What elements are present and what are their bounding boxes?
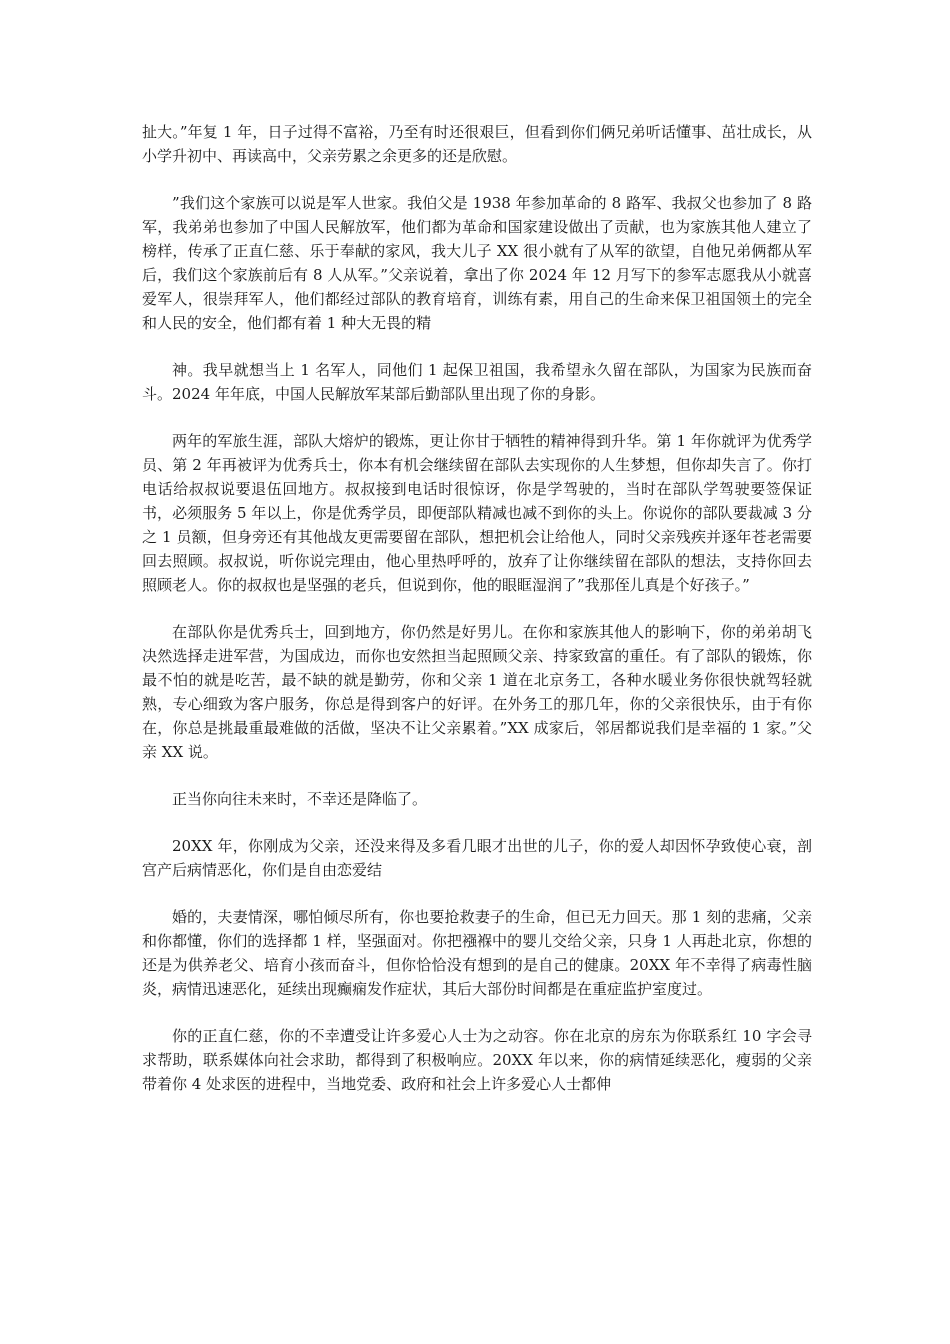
paragraph-6: 正当你向往未来时，不幸还是降临了。 <box>172 790 428 808</box>
paragraph-5: 在部队你是优秀兵士，回到地方，你仍然是好男儿。在你和家族其他人的影响下，你的弟弟胡飞决然选择走进军营，为国成边，而你也安然担当起照顾父亲、持家致富的重任。有了部队的锻炼，你最不怕的就是吃苦，最不缺的就是勤劳，你和父亲 1 道在北京务工，各种水暖业务你很快就驾轻就熟，专心细致为客户服务，你总是得到客户的好评。在外务工的那几年，你的父亲很快乐，由于有你在，你总是挑最重最难做的活做，坚决不让父亲累着。”XX 成家后，邻居都说我们是幸福的 1 家。”父亲 XX 说。 <box>142 623 812 761</box>
document-body <box>142 120 812 1119</box>
paragraph-8: 婚的，夫妻情深，哪怕倾尽所有，你也要抢救妻子的生命，但已无力回天。那 1 刻的悲痛，父亲和你都懂，你们的选择都 1 样，坚强面对。你把襁褓中的婴儿交给父亲，只身 1 人再赴北京，你想的还是为供养老父、培育小孩而奋斗，但你恰恰没有想到的是自己的健康。20XX 年不幸得了病毒性脑炎，病情迅速恶化，延续出现癫痫发作症状，其后大部份时间都是在重症监护室度过。 <box>142 908 812 998</box>
paragraph-2: ”我们这个家族可以说是军人世家。我伯父是 1938 年参加革命的 8 路军、我叔父也参加了 8 路军，我弟弟也参加了中国人民解放军，他们都为革命和国家建设做出了贡献，也为家族其他人建立了榜样，传承了正直仁慈、乐于奉献的家风，我大儿子 XX 很小就有了从军的欲望，自他兄弟俩都从军后，我们这个家族前后有 8 人从军。”父亲说着，拿出了你 2024 年 12 月写下的参军志愿我从小就喜爱军人，很崇拜军人，他们都经过部队的教育培育，训练有素，用自己的生命来保卫祖国领土的完全和人民的安全，他们都有着 1 种大无畏的精 <box>142 194 812 332</box>
paragraph-7: 20XX 年，你刚成为父亲，还没来得及多看几眼才出世的儿子，你的爱人却因怀孕致使心衰，剖宫产后病情恶化，你们是自由恋爱结 <box>142 837 812 879</box>
paragraph-3: 神。我早就想当上 1 名军人，同他们 1 起保卫祖国，我希望永久留在部队，为国家为民族而奋斗。2024 年年底，中国人民解放军某部后勤部队里出现了你的身影。 <box>142 361 812 403</box>
paragraph-9: 你的正直仁慈，你的不幸遭受让许多爱心人士为之动容。你在北京的房东为你联系红 10 字会寻求帮助，联系媒体向社会求助，都得到了积极响应。20XX 年以来，你的病情延续恶化，瘦弱的父亲带着你 4 处求医的进程中，当地党委、政府和社会上许多爱心人士都伸 <box>142 1027 812 1093</box>
paragraph-1: 扯大。”年复 1 年，日子过得不富裕，乃至有时还很艰巨，但看到你们俩兄弟听话懂事、茁壮成长，从小学升初中、再读高中，父亲劳累之余更多的还是欣慰。 <box>142 123 812 165</box>
paragraph-4: 两年的军旅生涯，部队大熔炉的锻炼，更让你甘于牺牲的精神得到升华。第 1 年你就评为优秀学员、第 2 年再被评为优秀兵士，你本有机会继续留在部队去实现你的人生梦想，但你却失言了。你打电话给叔叔说要退伍回地方。叔叔接到电话时很惊讶，你是学驾驶的，当时在部队学驾驶要签保证书，必须服务 5 年以上，你是优秀学员，即便部队精减也减不到你的头上。你说你的部队要裁减 3 分之 1 员额，但身旁还有其他战友更需要留在部队，想把机会让给他人，同时父亲残疾并逐年苍老需要回去照顾。叔叔说，听你说完理由，他心里热呼呼的，放弃了让你继续留在部队的想法，支持你回去照顾老人。你的叔叔也是坚强的老兵，但说到你，他的眼眶湿润了”我那侄儿真是个好孩子。” <box>142 432 812 594</box>
